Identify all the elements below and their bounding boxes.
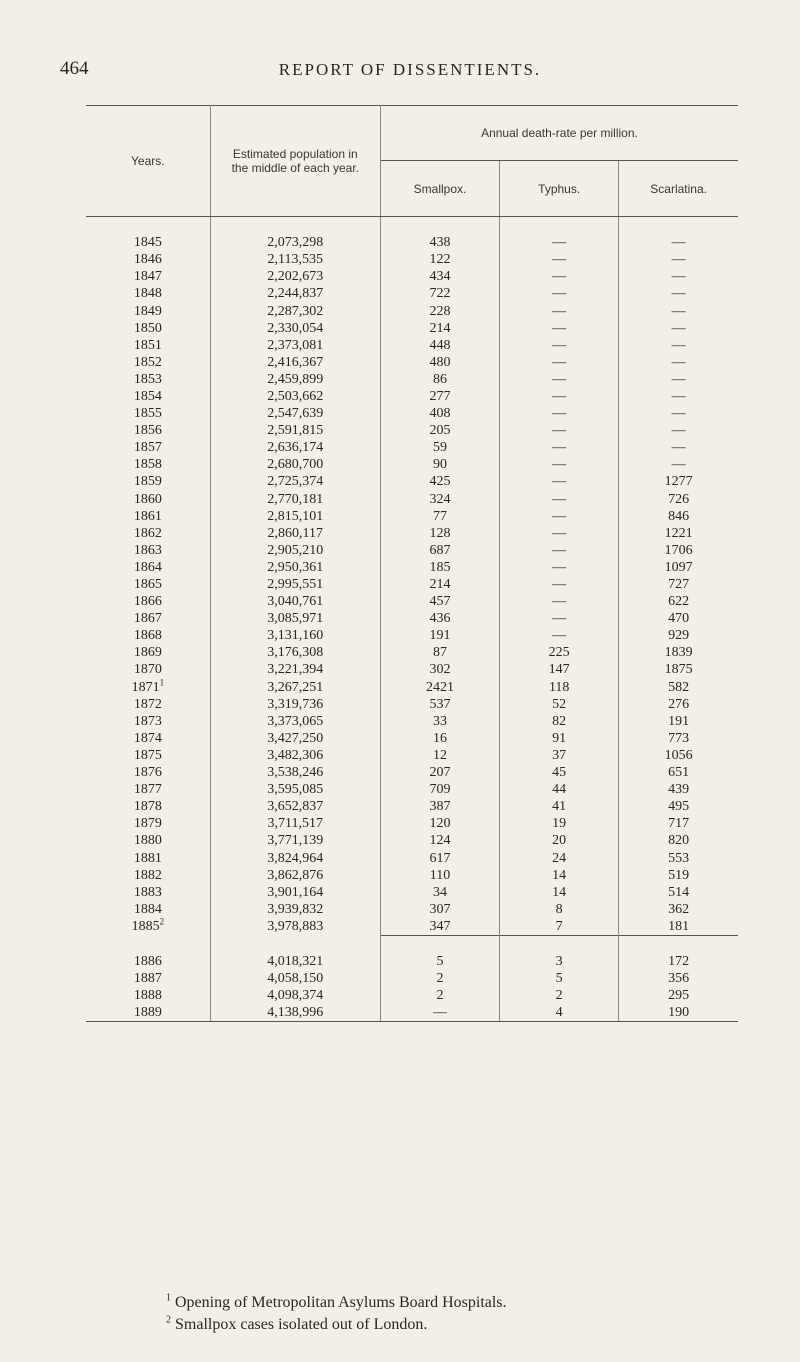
year-cell: 1881: [86, 849, 210, 866]
header-population: Estimated population in the middle of each year.: [210, 106, 380, 217]
scarlatina-cell: 1056: [664, 747, 693, 763]
typhus-cell: —: [500, 508, 619, 525]
typhus-cell: 52: [500, 696, 619, 713]
population-cell: 2,725,374: [210, 473, 380, 490]
population-cell: 2,287,302: [210, 302, 380, 319]
smallpox-cell: 480: [380, 354, 499, 371]
population-cell: 2,073,298: [210, 234, 380, 251]
population-cell: 2,244,837: [210, 285, 380, 302]
typhus-cell: 4: [500, 1004, 619, 1022]
population-cell: 3,373,065: [210, 713, 380, 730]
scarlatina-cell: 717: [668, 816, 690, 832]
smallpox-cell: 687: [380, 542, 499, 559]
smallpox-cell: 307: [380, 901, 499, 918]
population-cell: 3,771,139: [210, 832, 380, 849]
smallpox-cell: 128: [380, 525, 499, 542]
year-cell: 1852: [86, 354, 210, 371]
scarlatina-cell: 773: [668, 730, 690, 746]
year-cell: 1871$^1$: [86, 679, 210, 696]
typhus-cell: —: [500, 422, 619, 439]
table-row: [86, 576, 738, 593]
smallpox-cell: 185: [380, 559, 499, 576]
year-cell: 1880: [86, 832, 210, 849]
table-row: [86, 627, 738, 644]
typhus-cell: —: [500, 456, 619, 473]
header-typhus: Typhus.: [500, 161, 619, 217]
table-row: [86, 764, 738, 781]
population-cell: 3,319,736: [210, 696, 380, 713]
table-row: [86, 405, 738, 422]
year-cell: 1878: [86, 798, 210, 815]
population-cell: 3,824,964: [210, 849, 380, 866]
smallpox-cell: 34: [380, 884, 499, 901]
scarlatina-cell: 470: [668, 611, 690, 627]
population-cell: 3,176,308: [210, 644, 380, 661]
scarlatina-cell: 726: [668, 491, 690, 507]
smallpox-cell: 324: [380, 491, 499, 508]
population-cell: 2,330,054: [210, 320, 380, 337]
table-row: [86, 542, 738, 559]
smallpox-cell: 434: [380, 268, 499, 285]
scarlatina-cell: —: [671, 337, 686, 353]
scarlatina-cell: —: [671, 388, 686, 404]
scarlatina-cell: 181: [668, 918, 690, 934]
table-row: [86, 832, 738, 849]
population-cell: 2,770,181: [210, 491, 380, 508]
page-number: 464: [60, 58, 89, 79]
table-row: [86, 679, 738, 696]
table-row: [86, 661, 738, 678]
table-row: [86, 251, 738, 268]
smallpox-cell: 16: [380, 730, 499, 747]
year-cell: 1846: [86, 251, 210, 268]
year-cell: 1862: [86, 525, 210, 542]
year-cell: 1860: [86, 491, 210, 508]
table-row: [86, 1004, 738, 1022]
smallpox-cell: 122: [380, 251, 499, 268]
scarlatina-cell: —: [671, 252, 686, 268]
population-cell: 3,427,250: [210, 730, 380, 747]
typhus-cell: —: [500, 234, 619, 251]
table-row: [86, 884, 738, 901]
population-cell: 3,862,876: [210, 867, 380, 884]
smallpox-cell: 457: [380, 593, 499, 610]
population-cell: 2,459,899: [210, 371, 380, 388]
typhus-cell: —: [500, 610, 619, 627]
year-cell: 1868: [86, 627, 210, 644]
scarlatina-cell: —: [671, 286, 686, 302]
table-row: [86, 354, 738, 371]
table-row: [86, 268, 738, 285]
scarlatina-cell: 276: [668, 696, 690, 712]
population-cell: 2,591,815: [210, 422, 380, 439]
year-cell: 1849: [86, 302, 210, 319]
year-cell: 1851: [86, 337, 210, 354]
smallpox-cell: 59: [380, 439, 499, 456]
smallpox-cell: 537: [380, 696, 499, 713]
population-cell: 3,711,517: [210, 815, 380, 832]
scarlatina-cell: 1277: [664, 474, 693, 490]
death-rate-table: [86, 105, 738, 1022]
smallpox-cell: 33: [380, 713, 499, 730]
scarlatina-cell: —: [671, 406, 686, 422]
scarlatina-cell: 622: [668, 594, 690, 610]
smallpox-cell: 425: [380, 473, 499, 490]
population-cell: 2,680,700: [210, 456, 380, 473]
population-cell: 3,040,761: [210, 593, 380, 610]
scarlatina-cell: —: [671, 371, 686, 387]
typhus-cell: 14: [500, 884, 619, 901]
scarlatina-cell: 362: [668, 901, 690, 917]
year-cell: 1879: [86, 815, 210, 832]
year-cell: 1888: [86, 987, 210, 1004]
typhus-cell: —: [500, 405, 619, 422]
scarlatina-cell: 295: [668, 988, 690, 1004]
population-cell: 2,950,361: [210, 559, 380, 576]
population-cell: 3,901,164: [210, 884, 380, 901]
typhus-cell: 20: [500, 832, 619, 849]
typhus-cell: 3: [500, 953, 619, 970]
smallpox-cell: 387: [380, 798, 499, 815]
population-cell: 2,995,551: [210, 576, 380, 593]
typhus-cell: —: [500, 627, 619, 644]
table-row: [86, 781, 738, 798]
population-cell: 4,138,996: [210, 1004, 380, 1022]
scarlatina-cell: 651: [668, 765, 690, 781]
scarlatina-cell: —: [671, 354, 686, 370]
year-cell: 1873: [86, 713, 210, 730]
smallpox-cell: 709: [380, 781, 499, 798]
population-cell: 2,860,117: [210, 525, 380, 542]
year-cell: 1848: [86, 285, 210, 302]
table-row: [86, 371, 738, 388]
table-row: [86, 815, 738, 832]
year-cell: 1855: [86, 405, 210, 422]
typhus-cell: —: [500, 473, 619, 490]
typhus-cell: 37: [500, 747, 619, 764]
smallpox-cell: 207: [380, 764, 499, 781]
footnote-mark: 2: [159, 916, 165, 927]
table-row: [86, 559, 738, 576]
smallpox-cell: 77: [380, 508, 499, 525]
scarlatina-cell: 356: [668, 971, 690, 987]
scarlatina-cell: 190: [619, 1004, 738, 1022]
typhus-cell: —: [500, 285, 619, 302]
year-cell: 1885$^2$: [86, 918, 210, 936]
table-row: [86, 388, 738, 405]
population-cell: 3,939,832: [210, 901, 380, 918]
table-row: [86, 302, 738, 319]
population-cell: 2,547,639: [210, 405, 380, 422]
table-row: [86, 953, 738, 970]
typhus-cell: —: [500, 337, 619, 354]
smallpox-cell: 228: [380, 302, 499, 319]
typhus-cell: 147: [500, 661, 619, 678]
population-cell: 3,978,883: [210, 918, 380, 936]
smallpox-cell: 408: [380, 405, 499, 422]
table-body-after: [86, 935, 738, 1021]
scarlatina-cell: 582: [668, 679, 690, 695]
smallpox-cell: 617: [380, 849, 499, 866]
year-cell: 1882: [86, 867, 210, 884]
smallpox-cell: 277: [380, 388, 499, 405]
typhus-cell: —: [500, 525, 619, 542]
table-row: [86, 713, 738, 730]
smallpox-cell: 205: [380, 422, 499, 439]
header-years: Years.: [86, 106, 210, 217]
table-row: [86, 901, 738, 918]
typhus-cell: 2: [500, 987, 619, 1004]
population-cell: 2,416,367: [210, 354, 380, 371]
table-row: [86, 234, 738, 251]
typhus-cell: —: [500, 439, 619, 456]
table-row: [86, 593, 738, 610]
year-cell: 1845: [86, 234, 210, 251]
header-annual-death-rate: Annual death-rate per million.: [380, 106, 738, 161]
smallpox-cell: 2421: [380, 679, 499, 696]
year-cell: 1854: [86, 388, 210, 405]
scarlatina-cell: 727: [668, 577, 690, 593]
table-row: [86, 867, 738, 884]
scarlatina-cell: —: [671, 303, 686, 319]
year-cell: 1857: [86, 439, 210, 456]
population-cell: 4,098,374: [210, 987, 380, 1004]
typhus-cell: —: [500, 354, 619, 371]
year-cell: 1875: [86, 747, 210, 764]
year-cell: 1869: [86, 644, 210, 661]
year-cell: 1856: [86, 422, 210, 439]
scarlatina-cell: 439: [668, 782, 690, 798]
smallpox-cell: 87: [380, 644, 499, 661]
year-cell: 1886: [86, 953, 210, 970]
page-header: [60, 58, 760, 82]
typhus-cell: 91: [500, 730, 619, 747]
typhus-cell: —: [500, 268, 619, 285]
year-cell: 1884: [86, 901, 210, 918]
scarlatina-cell: 1839: [664, 645, 693, 661]
header-smallpox: Smallpox.: [380, 161, 499, 217]
year-cell: 1850: [86, 320, 210, 337]
typhus-cell: 14: [500, 867, 619, 884]
year-cell: 1858: [86, 456, 210, 473]
population-cell: 3,267,251: [210, 679, 380, 696]
population-cell: 4,018,321: [210, 953, 380, 970]
population-cell: 2,815,101: [210, 508, 380, 525]
typhus-cell: —: [500, 371, 619, 388]
scarlatina-cell: —: [671, 440, 686, 456]
population-cell: 3,595,085: [210, 781, 380, 798]
year-cell: 1865: [86, 576, 210, 593]
table-row: [86, 320, 738, 337]
scarlatina-cell: 929: [668, 628, 690, 644]
smallpox-cell: 2: [380, 987, 499, 1004]
smallpox-cell: 124: [380, 832, 499, 849]
population-cell: 2,636,174: [210, 439, 380, 456]
table-row: [86, 337, 738, 354]
year-cell: 1889: [86, 1004, 210, 1022]
smallpox-cell: 214: [380, 320, 499, 337]
population-cell: 2,905,210: [210, 542, 380, 559]
year-cell: 1864: [86, 559, 210, 576]
typhus-cell: 24: [500, 849, 619, 866]
scarlatina-cell: 553: [668, 850, 690, 866]
typhus-cell: 118: [500, 679, 619, 696]
table-row: [86, 439, 738, 456]
typhus-cell: 19: [500, 815, 619, 832]
smallpox-cell: 448: [380, 337, 499, 354]
year-cell: 1876: [86, 764, 210, 781]
table-row: [86, 849, 738, 866]
table-row: [86, 610, 738, 627]
scarlatina-cell: 495: [668, 799, 690, 815]
year-cell: 1866: [86, 593, 210, 610]
population-cell: 3,652,837: [210, 798, 380, 815]
year-cell: 1874: [86, 730, 210, 747]
year-cell: 1883: [86, 884, 210, 901]
year-cell: 1859: [86, 473, 210, 490]
year-cell: 1877: [86, 781, 210, 798]
typhus-cell: —: [500, 302, 619, 319]
scarlatina-cell: —: [671, 235, 686, 251]
scarlatina-cell: 519: [668, 867, 690, 883]
population-cell: 3,482,306: [210, 747, 380, 764]
smallpox-cell: 214: [380, 576, 499, 593]
scarlatina-cell: 820: [668, 833, 690, 849]
table-row: [86, 798, 738, 815]
smallpox-cell: 722: [380, 285, 499, 302]
year-cell: 1863: [86, 542, 210, 559]
population-cell: 2,373,081: [210, 337, 380, 354]
table-row: [86, 918, 738, 936]
smallpox-cell: 90: [380, 456, 499, 473]
table-row: [86, 525, 738, 542]
population-cell: 3,131,160: [210, 627, 380, 644]
table-row: [86, 456, 738, 473]
scarlatina-cell: 172: [668, 954, 690, 970]
table-row: [86, 508, 738, 525]
typhus-cell: —: [500, 320, 619, 337]
typhus-cell: 8: [500, 901, 619, 918]
year-cell: 1861: [86, 508, 210, 525]
population-cell: 4,058,150: [210, 970, 380, 987]
smallpox-cell: 2: [380, 970, 499, 987]
table-row: [86, 730, 738, 747]
smallpox-cell: 12: [380, 747, 499, 764]
table-row: [86, 696, 738, 713]
smallpox-cell: 191: [380, 627, 499, 644]
scarlatina-cell: —: [671, 457, 686, 473]
footnote-2: $^2$ Smallpox cases isolated out of London.: [166, 1314, 428, 1333]
scarlatina-cell: —: [671, 269, 686, 285]
smallpox-cell: 86: [380, 371, 499, 388]
typhus-cell: —: [500, 491, 619, 508]
scarlatina-cell: —: [671, 423, 686, 439]
population-cell: 3,085,971: [210, 610, 380, 627]
scarlatina-cell: 1221: [664, 525, 693, 541]
population-cell: 2,503,662: [210, 388, 380, 405]
smallpox-cell: 438: [380, 234, 499, 251]
year-cell: 1870: [86, 661, 210, 678]
year-cell: 1872: [86, 696, 210, 713]
smallpox-cell: 347: [380, 918, 499, 936]
population-cell: 2,113,535: [210, 251, 380, 268]
table-row: [86, 422, 738, 439]
header-scarlatina: Scarlatina.: [619, 161, 738, 217]
typhus-cell: 225: [500, 644, 619, 661]
table-row: [86, 285, 738, 302]
table-row: [86, 491, 738, 508]
table-row: [86, 747, 738, 764]
typhus-cell: 41: [500, 798, 619, 815]
typhus-cell: 5: [500, 970, 619, 987]
typhus-cell: 44: [500, 781, 619, 798]
footnote-mark: 1: [159, 676, 165, 687]
population-cell: 2,202,673: [210, 268, 380, 285]
footnote-1: $^1$ Opening of Metropolitan Asylums Board Hospitals.: [166, 1292, 507, 1311]
smallpox-cell: 302: [380, 661, 499, 678]
table-row: [86, 970, 738, 987]
year-cell: 1867: [86, 610, 210, 627]
smallpox-cell: 110: [380, 867, 499, 884]
smallpox-cell: 5: [380, 953, 499, 970]
typhus-cell: —: [500, 542, 619, 559]
typhus-cell: 7: [500, 918, 619, 936]
scarlatina-cell: 1097: [664, 559, 693, 575]
scarlatina-cell: 191: [668, 713, 690, 729]
population-cell: 3,538,246: [210, 764, 380, 781]
typhus-cell: —: [500, 559, 619, 576]
scarlatina-cell: —: [671, 320, 686, 336]
table-row: [86, 473, 738, 490]
typhus-cell: —: [500, 593, 619, 610]
typhus-cell: —: [500, 388, 619, 405]
smallpox-cell: —: [380, 1004, 499, 1022]
scarlatina-cell: 514: [668, 884, 690, 900]
table-row: [86, 644, 738, 661]
year-cell: 1887: [86, 970, 210, 987]
typhus-cell: —: [500, 251, 619, 268]
table-body-main: [86, 217, 738, 936]
smallpox-cell: 436: [380, 610, 499, 627]
table-row: [86, 987, 738, 1004]
scarlatina-cell: 1706: [664, 542, 693, 558]
year-cell: 1847: [86, 268, 210, 285]
year-cell: 1853: [86, 371, 210, 388]
typhus-cell: 45: [500, 764, 619, 781]
footnotes: [166, 1292, 507, 1336]
scarlatina-cell: 1875: [664, 662, 693, 678]
population-cell: 3,221,394: [210, 661, 380, 678]
typhus-cell: —: [500, 576, 619, 593]
typhus-cell: 82: [500, 713, 619, 730]
scarlatina-cell: 846: [668, 508, 690, 524]
running-title: REPORT OF DISSENTIENTS.: [278, 60, 542, 79]
smallpox-cell: 120: [380, 815, 499, 832]
